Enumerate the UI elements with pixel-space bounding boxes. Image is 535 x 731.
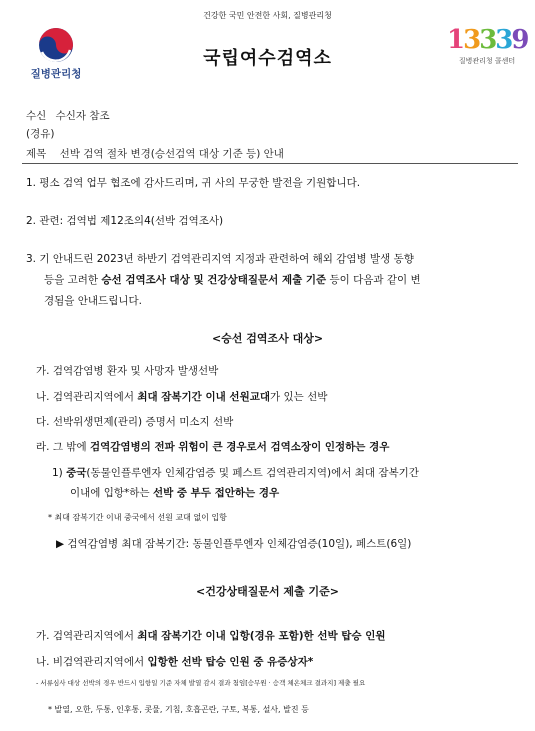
note-1: * 최대 잠복기간 이내 중국에서 선원 교대 없이 입항 [48, 513, 227, 522]
recipient-value: 수신자 참조 [55, 110, 110, 122]
callcenter-number: 13339 [447, 25, 528, 55]
section-1-item-ga: 가. 검역감염병 환자 및 사망자 발생선박 [36, 365, 219, 377]
symptoms-note: * 발열, 오한, 두통, 인후통, 콧물, 기침, 호흡곤란, 구토, 복통, 설사, 발진 등 [48, 705, 309, 714]
callcenter-logo [447, 26, 527, 66]
section-1-item-ra: 라. 그 밖에 검역감염병의 전파 위험이 큰 경우로서 검역소장이 인정하는 경우 [36, 441, 390, 453]
section-1-item-na: 나. 검역관리지역에서 최대 잠복기간 이내 선원교대가 있는 선박 [36, 391, 328, 403]
section-2-item-na: 나. 비검역관리지역에서 입항한 선박 탑승 인원 중 유증상자* [36, 656, 314, 668]
paragraph-3-line-1: 3. 기 안내드린 2023년 하반기 검역관리지역 지정과 관련하여 해외 감염병 발생 동향 [26, 253, 414, 265]
paragraph-2: 2. 관련: 검역법 제12조의4(선박 검역조사) [26, 215, 224, 227]
arrow-note: ▶ 검역감염병 최대 잠복기간: 동물인플루엔자 인체감염증(10일), 페스트(6일) [56, 538, 412, 550]
kdca-logo-text: 질병관리청 [30, 68, 82, 80]
tiny-note: - 서류심사 대상 선박의 경우 반드시 입항일 기준 자체 발열 감시 결과 첨임[승무원 · 승객 체온체크 결과지] 제출 필요 [36, 679, 366, 687]
section-1-item-da: 다. 선박위생면제(관리) 증명서 미소지 선박 [36, 416, 234, 428]
callcenter-sub: 질병관리청 콜센터 [458, 57, 516, 65]
sub-item-1-line-2: 이내에 입항*하는 선박 중 부두 접안하는 경우 [70, 487, 280, 499]
paragraph-1: 1. 평소 검역 업무 협조에 감사드리며, 귀 사의 무궁한 발전을 기원합니다. [26, 177, 361, 189]
recipient-label: 수신 [26, 110, 47, 122]
via-line: (경유) [26, 128, 55, 140]
paragraph-3-line-3: 경됨을 안내드립니다. [44, 295, 142, 307]
recipient-line [26, 108, 110, 123]
page-title: 국립여수검역소 [203, 48, 332, 69]
emphasis-text: 승선 검역조사 대상 및 건강상태질문서 제출 기준 [101, 274, 327, 286]
subject-value: 선박 검역 절차 변경(승선검역 대상 기준 등) 안내 [59, 148, 284, 160]
subject-label: 제목 [26, 148, 47, 160]
slogan: 건강한 국민 안전한 사회, 질병관리청 [203, 11, 332, 20]
sub-item-1-line-1: 1) 중국(동물인플루엔자 인체감염증 및 페스트 검역관리지역)에서 최대 잠복기간 [52, 467, 419, 479]
header-divider [22, 163, 518, 164]
paragraph-3-line-2: 등을 고려한 승선 검역조사 대상 및 건강상태질문서 제출 기준 등이 다음과 같이 변 [44, 274, 421, 286]
section-2-item-ga: 가. 검역관리지역에서 최대 잠복기간 이내 입항(경유 포함)한 선박 탑승 인원 [36, 630, 386, 642]
subject-line [26, 146, 284, 161]
section-1-title: <승선 검역조사 대상> [211, 332, 324, 345]
section-2-title: <건강상태질문서 제출 기준> [196, 585, 339, 598]
